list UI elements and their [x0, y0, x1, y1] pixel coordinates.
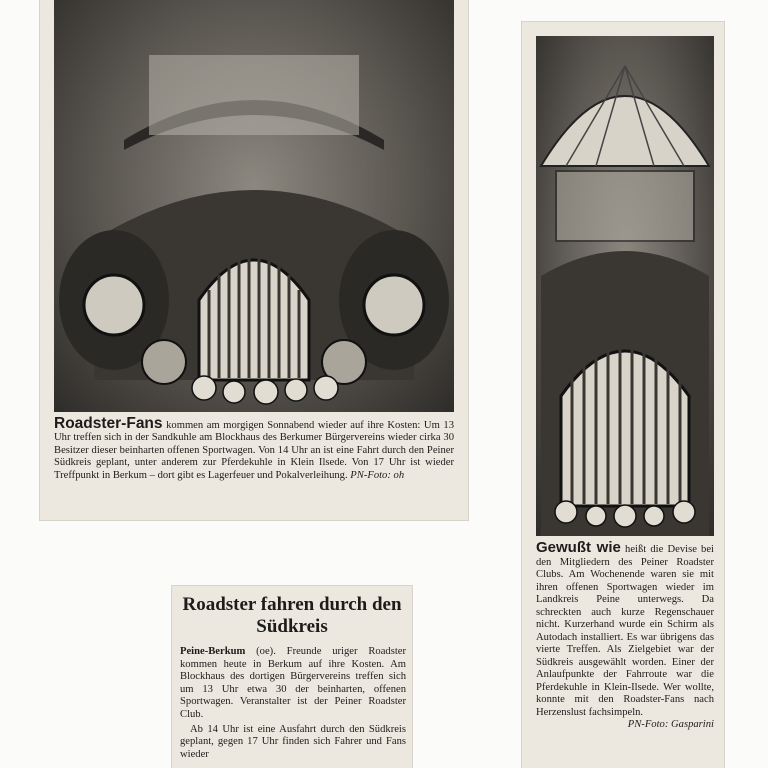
- article-paragraph-2: Ab 14 Uhr ist eine Ausfahrt durch den Südkreis geplant, gegen 17 Uhr finden sich Fahrer und Fans wieder: [180, 723, 406, 760]
- caption-body: kommen am morgigen Sonnabend wieder auf ihre Kosten: Um 13 Uhr treffen sich in der Sandkuhle am Blockhaus des Berkumer Bürgervereins wieder cirka 30 Besitzer dieser beinharten offenen Sportwagen. Von 14 Uhr an ist eine Fahrt durch den Peiner Südkreis geplant, unter anderem zur Pferdekuhle in Klein Ilsede. Von 17 Uhr ist wieder Treffpunkt in Berkum – dort gibt es Lagerfeuer und Pokalverleihung.: [54, 420, 454, 481]
- caption-title: Gewußt wie: [536, 539, 621, 556]
- caption-body: heißt die Devise bei den Mitgliedern des Peiner Roadster Clubs. Am Wochenende waren sie mit ihren offenen Sportwagen wieder im Landkreis Peine unterwegs. Da schreckten auch kurze Regenschauer nicht. Kurzerhand wurde ein Schirm als Autodach installiert. Es war übrigens das vierte Treffen. Als Zielgebiet war der Südkreis ausgewählt worden. Einer der Anlaufpunkte der Fahrroute war die Pferdekuhle in Klein-Ilsede. Wer wollte, konnte mit den Roadster-Fans nach Herzenslust fachsimpeln.: [536, 544, 714, 718]
- clipping-gewusst-wie: [522, 22, 724, 768]
- roadster-front-photo: [54, 0, 454, 412]
- umbrella-car-illustration: [536, 36, 714, 536]
- photo-credit: PN-Foto: Gasparini: [627, 719, 714, 730]
- car-illustration: [54, 0, 454, 412]
- clipping-article-suedkreis: [172, 586, 412, 768]
- caption-roadster-fans: [54, 415, 454, 482]
- article-title: Roadster fahren durch den Südkreis: [182, 594, 402, 637]
- roadster-umbrella-photo: [536, 36, 714, 536]
- photo-credit: PN-Foto: oh: [350, 469, 405, 481]
- caption-gewusst-wie: [536, 539, 714, 732]
- clipping-roadster-fans: [40, 0, 468, 520]
- article-body: [180, 646, 406, 761]
- caption-title: Roadster-Fans: [54, 415, 163, 432]
- article-dateline: Peine-Berkum: [180, 646, 246, 657]
- article-paragraph-1: (oe). Freunde uriger Roadster kommen heute in Berkum auf ihre Kosten. Am Blockhaus des dortigen Bürgervereins treffen sich um 13 Uhr etwa 30 der beinharten, offenen Sportwagen. Veranstalter ist der Peiner Roadster Club.: [180, 646, 406, 720]
